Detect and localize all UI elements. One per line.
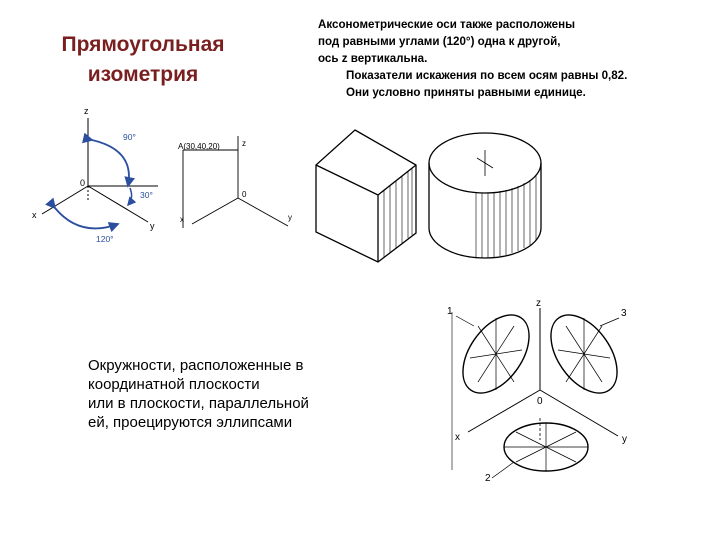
ellipse-2-leader bbox=[492, 462, 514, 478]
ellipse-3-number: 3 bbox=[621, 308, 627, 319]
description-line-1: Аксонометрические оси также расположены bbox=[318, 18, 576, 31]
point-x-label: x bbox=[180, 215, 184, 224]
description-line-3: ось z вертикальна. bbox=[318, 52, 428, 65]
x-axis bbox=[42, 186, 88, 214]
point-z-label: z bbox=[242, 139, 246, 148]
isometric-cube bbox=[316, 130, 416, 262]
ellipse-x-axis bbox=[468, 390, 540, 432]
point-a-label: A(30,40,20) bbox=[178, 142, 220, 151]
angle-120-label: 120° bbox=[96, 234, 114, 244]
ellipse-2 bbox=[504, 423, 588, 471]
axes-z-label: z bbox=[84, 106, 89, 116]
description-line-5: Они условно приняты равными единице. bbox=[346, 86, 586, 99]
cylinder-hatching bbox=[476, 175, 536, 258]
description-line-2: под равными углами (120°) одна к другой, bbox=[318, 35, 561, 48]
point-origin-label: 0 bbox=[242, 190, 247, 199]
axes-x-label: x bbox=[32, 210, 37, 220]
y-axis bbox=[88, 186, 148, 222]
angle-120-arc bbox=[55, 208, 118, 228]
description-line-4: Показатели искажения по всем осям равны 0,82. bbox=[346, 69, 628, 82]
circles-line-1: Окружности, расположенные в bbox=[88, 357, 304, 374]
cylinder-top-mark bbox=[477, 150, 493, 176]
cube-hatching bbox=[384, 168, 412, 257]
ellipse-3-leader bbox=[600, 318, 619, 326]
ellipse-y-axis bbox=[540, 390, 618, 436]
circles-line-3: или в плоскости, параллельной bbox=[88, 395, 309, 412]
cube-inner-edges bbox=[316, 165, 416, 195]
circles-line-4: ей, проецируются эллипсами bbox=[88, 414, 293, 431]
ellipse-1 bbox=[449, 303, 542, 405]
ellipse-1-leader bbox=[456, 316, 474, 326]
point-x-axis bbox=[192, 198, 238, 224]
ellipse-x-label: x bbox=[455, 432, 460, 443]
circles-line-2: координатной плоскости bbox=[88, 376, 260, 393]
cube-outline bbox=[316, 130, 416, 262]
ellipse-diagram bbox=[449, 303, 630, 478]
angle-90-label: 90° bbox=[123, 132, 136, 142]
ellipse-2-number: 2 bbox=[485, 473, 491, 484]
ellipse-3 bbox=[537, 303, 630, 405]
isometric-cylinder bbox=[429, 133, 541, 258]
axes-y-label: y bbox=[150, 221, 155, 231]
point-y-axis bbox=[238, 198, 288, 226]
ellipse-y-label: y bbox=[622, 434, 627, 445]
title-line-1: Прямоугольная bbox=[61, 33, 225, 56]
angle-30-arc bbox=[128, 188, 132, 205]
ellipse-1-number: 1 bbox=[447, 306, 453, 317]
axes-origin-label: 0 bbox=[80, 178, 86, 188]
point-y-label: y bbox=[288, 213, 292, 222]
ellipse-z-label: z bbox=[536, 298, 541, 309]
ellipse-origin-label: 0 bbox=[537, 396, 543, 407]
axes-angle-diagram bbox=[42, 118, 158, 228]
angle-30-label: 30° bbox=[140, 190, 153, 200]
title-line-2: изометрия bbox=[87, 63, 199, 86]
angle-90-arc bbox=[92, 140, 129, 186]
